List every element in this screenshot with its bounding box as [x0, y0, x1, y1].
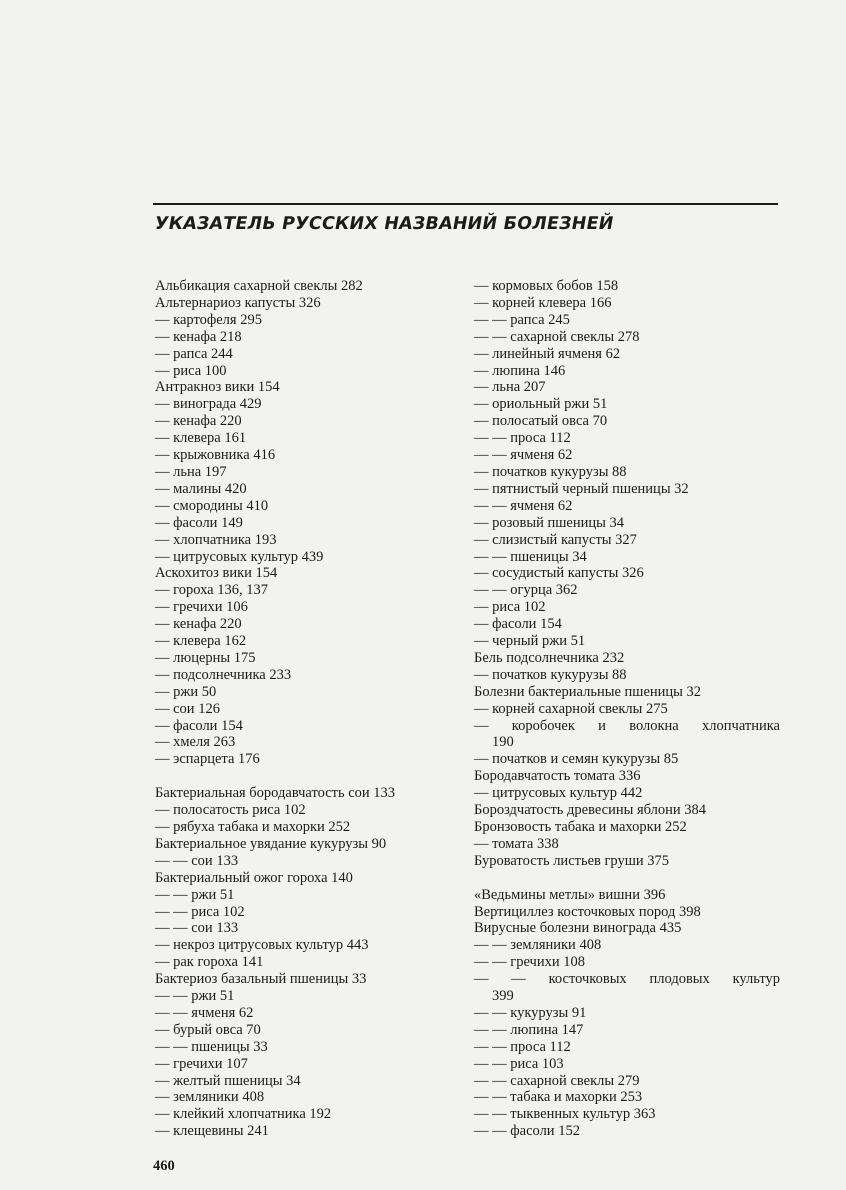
- index-entry: — сои 126: [155, 700, 220, 717]
- header-rule: [153, 203, 778, 205]
- index-entry: — початков кукурузы 88: [474, 666, 627, 683]
- index-entry: Бактериальное увядание кукурузы 90: [155, 835, 387, 852]
- index-entry: Бактериальный ожог гороха 140: [155, 869, 353, 886]
- index-entry: — рапса 244: [155, 345, 233, 362]
- index-entry: Бронзовость табака и махорки 252: [474, 819, 687, 835]
- index-entry: — — люпина 147: [474, 1021, 584, 1038]
- index-entry: — подсолнечника 233: [155, 666, 292, 683]
- index-entry: — рак гороха 141: [155, 954, 264, 971]
- index-entry: — винограда 429: [155, 396, 262, 413]
- index-entry: — — рапса 245: [474, 311, 570, 328]
- index-entry: Альтернариоз капусты 326: [155, 294, 321, 311]
- index-entry: — фасоли 149: [155, 514, 243, 531]
- index-entry: — хлопчатника 193: [155, 531, 277, 548]
- index-entry: Вертициллез косточковых пород 398: [474, 903, 701, 920]
- index-entry: — — ячменя 62: [474, 497, 573, 514]
- index-entry: — кормовых бобов 158: [474, 278, 619, 294]
- index-entry: — — косточковых плодовых культур: [474, 971, 780, 988]
- index-entry: — льна 197: [155, 463, 227, 480]
- page-title: УКАЗАТЕЛЬ РУССКИХ НАЗВАНИЙ БОЛЕЗНЕЙ: [153, 214, 616, 234]
- index-entry: — — огурца 362: [474, 582, 578, 599]
- index-entry: Вирусные болезни винограда 435: [474, 920, 682, 937]
- index-entry: — томата 338: [474, 835, 559, 852]
- index-entry-continuation: 190: [492, 734, 514, 751]
- index-entry: — земляники 408: [155, 1089, 265, 1106]
- index-entry: — — сахарной свеклы 279: [474, 1072, 640, 1089]
- index-entry: — фасоли 154: [474, 616, 562, 633]
- index-entry: Бель подсолнечника 232: [474, 649, 625, 666]
- index-entry: — полосатость риса 102: [155, 802, 306, 819]
- index-entry: — — риса 103: [474, 1055, 564, 1072]
- index-entry: Бороздчатость древесины яблони 384: [474, 802, 707, 819]
- index-entry: — гороха 136, 137: [155, 582, 268, 599]
- index-entry: — — пшеницы 33: [155, 1038, 268, 1055]
- index-entry: — — сои 133: [155, 920, 239, 937]
- index-entry: — бурый овса 70: [155, 1021, 261, 1038]
- index-entry: — клейкий хлопчатника 192: [155, 1106, 332, 1123]
- index-entry: — смородины 410: [155, 497, 269, 514]
- index-entry: — картофеля 295: [155, 311, 262, 328]
- page-number: 460: [153, 1158, 175, 1174]
- index-entry: — рябуха табака и махорки 252: [155, 818, 351, 835]
- index-entry: — линейный ячменя 62: [474, 345, 621, 362]
- index-entry: — — кукурузы 91: [474, 1004, 587, 1021]
- index-entry: — — табака и махорки 253: [474, 1089, 643, 1106]
- index-entry: Бактериальная бородавчатость сои 133: [155, 785, 396, 802]
- index-entry: — черный ржи 51: [474, 633, 586, 650]
- index-entry: — — сои 133: [155, 852, 239, 869]
- index-entry: — — сахарной свеклы 278: [474, 328, 640, 345]
- index-entry: — — фасоли 152: [474, 1123, 580, 1140]
- index-entry: — крыжовника 416: [155, 447, 276, 464]
- index-right-column: [474, 278, 780, 1140]
- index-entry: — некроз цитрусовых культур 443: [155, 937, 369, 954]
- index-entry: — кенафа 218: [155, 328, 242, 345]
- index-entry: — риса 102: [474, 599, 546, 616]
- index-entry: — початков и семян кукурузы 85: [474, 751, 679, 768]
- section-gap: [155, 768, 453, 785]
- index-entry: Антракноз вики 154: [155, 379, 280, 396]
- index-entry: — эспарцета 176: [155, 751, 260, 768]
- index-entry: — сосудистый капусты 326: [474, 565, 644, 582]
- index-entry: — — ячменя 62: [155, 1004, 254, 1021]
- index-entry: — — ржи 51: [155, 886, 235, 903]
- index-entry: — початков кукурузы 88: [474, 463, 627, 480]
- index-entry: — хмеля 263: [155, 734, 236, 751]
- index-entry: «Ведьмины метлы» вишни 396: [474, 886, 666, 903]
- index-entry: — слизистый капусты 327: [474, 531, 637, 548]
- index-entry: — розовый пшеницы 34: [474, 514, 624, 531]
- index-entry: — гречихи 107: [155, 1055, 248, 1072]
- index-entry: — люцерны 175: [155, 649, 256, 666]
- index-entry: — — земляники 408: [474, 937, 602, 954]
- index-entry: — — проса 112: [474, 1038, 571, 1055]
- index-entry: — люпина 146: [474, 362, 566, 379]
- index-entry: — кенафа 220: [155, 413, 242, 430]
- index-entry: — клещевины 241: [155, 1123, 269, 1140]
- index-entry: — льна 207: [474, 379, 546, 396]
- index-entry: Буроватость листьев груши 375: [474, 852, 670, 869]
- index-entry: — — ячменя 62: [474, 447, 573, 464]
- index-left-column: [155, 278, 453, 1140]
- index-entry: — пятнистый черный пшеницы 32: [474, 480, 689, 497]
- index-entry: — риса 100: [155, 362, 227, 379]
- index-entry: — ржи 50: [155, 683, 217, 700]
- index-entry: — цитрусовых культур 439: [155, 548, 324, 565]
- index-entry: — клевера 162: [155, 633, 247, 650]
- index-entry: — — тыквенных культур 363: [474, 1106, 656, 1123]
- index-entry: — фасоли 154: [155, 717, 243, 734]
- index-entry: — цитрусовых культур 442: [474, 785, 643, 802]
- index-entry: — — пшеницы 34: [474, 548, 587, 565]
- index-entry: Аскохитоз вики 154: [155, 565, 278, 582]
- index-entry: — — риса 102: [155, 903, 245, 920]
- index-entry: — коробочек и волокна хлопчатника: [474, 717, 780, 734]
- index-entry: — клевера 161: [155, 430, 247, 447]
- index-entry: — — проса 112: [474, 430, 571, 447]
- index-entry: Альбикация сахарной свеклы 282: [155, 278, 363, 294]
- index-entry-continuation: 399: [492, 988, 514, 1005]
- index-entry: — полосатый овса 70: [474, 413, 608, 430]
- index-entry: — малины 420: [155, 480, 247, 497]
- index-entry: — желтый пшеницы 34: [155, 1072, 301, 1089]
- index-entry: — корней сахарной свеклы 275: [474, 700, 668, 717]
- index-entry: — гречихи 106: [155, 599, 248, 616]
- index-entry: — — гречихи 108: [474, 954, 585, 971]
- index-entry: Бактериоз базальный пшеницы 33: [155, 971, 367, 988]
- index-entry: — ориольный ржи 51: [474, 396, 608, 413]
- section-gap: [474, 870, 780, 887]
- index-entry: — кенафа 220: [155, 616, 242, 633]
- index-entry: Болезни бактериальные пшеницы 32: [474, 683, 702, 700]
- index-entry: — корней клевера 166: [474, 294, 612, 311]
- index-entry: Бородавчатость томата 336: [474, 768, 641, 785]
- index-entry: — — ржи 51: [155, 988, 235, 1005]
